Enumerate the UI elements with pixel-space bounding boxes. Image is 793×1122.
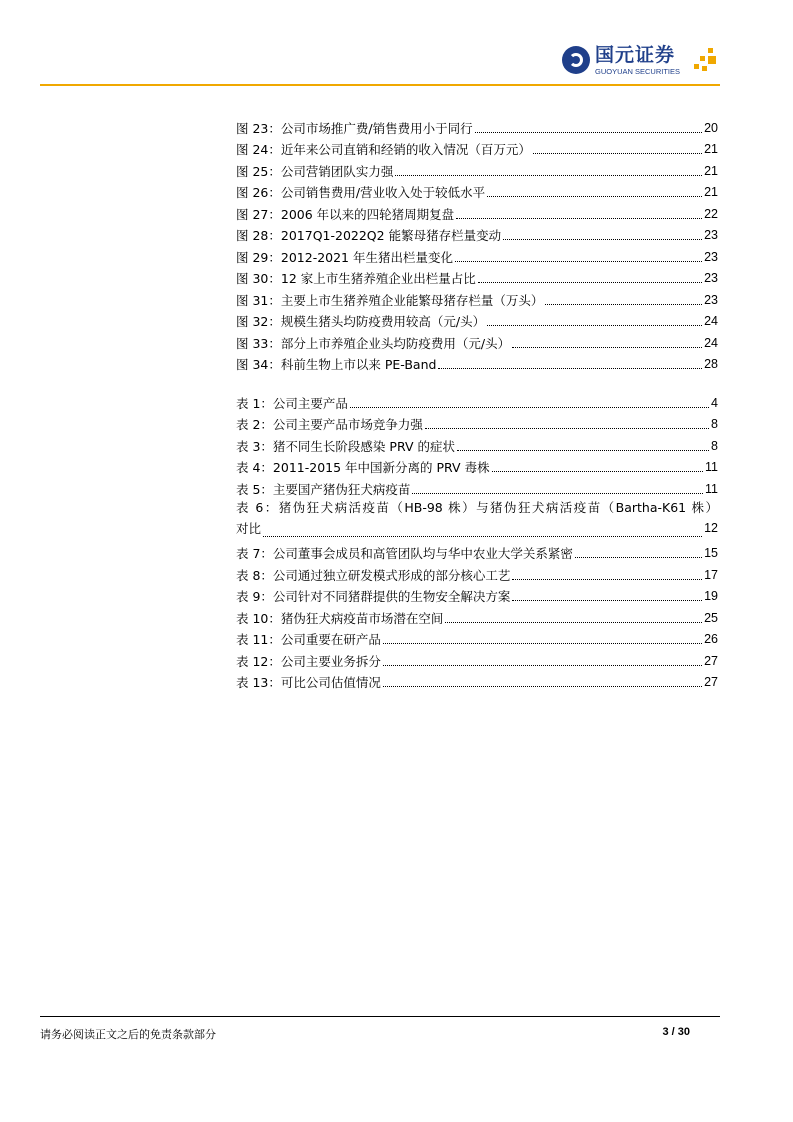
toc-entry-page: 19 bbox=[704, 589, 718, 603]
toc-entry-label: 图 29：2012-2021 年生猪出栏量变化 bbox=[236, 249, 453, 265]
toc-entry[interactable] bbox=[236, 647, 718, 669]
toc-entry-page: 11 bbox=[705, 481, 718, 496]
toc-entry[interactable] bbox=[236, 243, 718, 265]
brand-name-cn: 国元证券 bbox=[595, 44, 676, 66]
toc-entry-page: 17 bbox=[704, 567, 718, 582]
toc-entry-page: 25 bbox=[704, 610, 718, 625]
toc-entry-page: 24 bbox=[704, 335, 718, 350]
toc-entry-page: 21 bbox=[704, 185, 718, 199]
toc-entry[interactable] bbox=[236, 200, 718, 222]
toc-entry-page: 24 bbox=[704, 314, 718, 328]
toc-entry-label: 图 25：公司营销团队实力强 bbox=[236, 163, 394, 179]
toc-leader-dots bbox=[456, 218, 702, 219]
toc-entry-page: 23 bbox=[704, 271, 718, 285]
page-number: 3 / 30 bbox=[662, 1026, 690, 1038]
toc-entry-page: 8 bbox=[711, 438, 718, 453]
toc-entry-page: 23 bbox=[704, 249, 718, 264]
toc-entry[interactable] bbox=[236, 669, 718, 691]
toc-entry[interactable] bbox=[236, 497, 718, 540]
figure-list bbox=[236, 114, 718, 372]
toc-entry-page: 27 bbox=[704, 675, 718, 689]
toc-leader-dots bbox=[487, 196, 702, 197]
toc-entry-page: 15 bbox=[704, 546, 718, 560]
toc-entry[interactable] bbox=[236, 329, 718, 351]
toc-leader-dots bbox=[533, 153, 702, 154]
toc-leader-dots bbox=[350, 407, 709, 408]
toc-leader-dots bbox=[412, 493, 703, 494]
toc-leader-dots bbox=[383, 643, 702, 644]
toc-entry-page: 22 bbox=[704, 206, 718, 221]
footer-disclaimer: 请务必阅读正文之后的免责条款部分 bbox=[40, 1028, 216, 1041]
toc-entry-label: 图 24：近年来公司直销和经销的收入情况（百万元） bbox=[236, 142, 531, 157]
toc-entry[interactable] bbox=[236, 179, 718, 201]
toc-leader-dots bbox=[383, 686, 702, 687]
toc-entry-label: 图 32：规模生猪头均防疫费用较高（元/头） bbox=[236, 314, 486, 329]
footer-rule bbox=[40, 1016, 720, 1017]
toc-entry[interactable] bbox=[236, 454, 718, 476]
toc-entry-label: 表 8：公司通过独立研发模式形成的部分核心工艺 bbox=[236, 567, 511, 583]
toc-entry-label: 图 26：公司销售费用/营业收入处于较低水平 bbox=[236, 185, 486, 200]
toc-entry-label: 图 33：部分上市养殖企业头均防疫费用（元/头） bbox=[236, 335, 511, 351]
header-rule bbox=[40, 84, 720, 86]
table-list bbox=[236, 389, 718, 690]
toc-entry[interactable] bbox=[236, 114, 718, 136]
toc-entry[interactable] bbox=[236, 540, 718, 562]
toc-leader-dots bbox=[475, 132, 703, 133]
toc-leader-dots bbox=[457, 450, 709, 451]
toc-entry-page: 21 bbox=[704, 163, 718, 178]
toc-leader-dots bbox=[512, 347, 702, 348]
toc-entry-label: 图 31：主要上市生猪养殖企业能繁母猪存栏量（万头） bbox=[236, 292, 544, 308]
toc-entry-label: 图 27：2006 年以来的四轮猪周期复盘 bbox=[236, 206, 455, 222]
toc-entry-page: 4 bbox=[711, 395, 718, 410]
toc-entry[interactable] bbox=[236, 432, 718, 454]
toc-entry[interactable] bbox=[236, 351, 718, 373]
toc-entry-page: 12 bbox=[704, 521, 718, 535]
toc-entry-page: 20 bbox=[704, 120, 718, 135]
toc-leader-dots bbox=[455, 261, 702, 262]
toc-entry-label: 表 9：公司针对不同猪群提供的生物安全解决方案 bbox=[236, 589, 511, 604]
toc-leader-dots bbox=[445, 622, 702, 623]
toc-entry-label: 表 5：主要国产猪伪狂犬病疫苗 bbox=[236, 481, 411, 497]
toc-entry-label: 表 1：公司主要产品 bbox=[236, 395, 348, 411]
toc-entry-label: 图 23：公司市场推广费/销售费用小于同行 bbox=[236, 120, 473, 136]
toc-entry-label-cont: 对比 bbox=[236, 521, 262, 536]
toc-entry-page: 11 bbox=[705, 460, 718, 474]
toc-entry-label: 表 12：公司主要业务拆分 bbox=[236, 653, 381, 669]
toc-entry-label: 图 30：12 家上市生猪养殖企业出栏量占比 bbox=[236, 271, 476, 286]
toc-entry-label: 表 3：猪不同生长阶段感染 PRV 的症状 bbox=[236, 438, 455, 454]
logo-emblem-icon bbox=[562, 46, 590, 74]
toc-leader-dots bbox=[512, 600, 702, 601]
brand-name-en: GUOYUAN SECURITIES bbox=[595, 67, 681, 76]
toc-entry[interactable] bbox=[236, 286, 718, 308]
toc-leader-dots bbox=[487, 325, 702, 326]
toc-entry-label: 图 28：2017Q1-2022Q2 能繁母猪存栏量变动 bbox=[236, 228, 502, 243]
toc-leader-dots bbox=[395, 175, 702, 176]
toc-entry-label: 表 2：公司主要产品市场竞争力强 bbox=[236, 417, 423, 432]
toc-entry-label: 表 11：公司重要在研产品 bbox=[236, 632, 381, 647]
toc-leader-dots bbox=[438, 368, 702, 369]
toc-entry-label: 表 10：猪伪狂犬病疫苗市场潜在空间 bbox=[236, 610, 444, 626]
toc-entry-label: 图 34：科前生物上市以来 PE-Band bbox=[236, 357, 437, 372]
toc-leader-dots bbox=[478, 282, 702, 283]
toc-entry[interactable] bbox=[236, 308, 718, 330]
toc-entry[interactable] bbox=[236, 265, 718, 287]
toc-entry[interactable] bbox=[236, 136, 718, 158]
toc-leader-dots bbox=[512, 579, 702, 580]
toc-entry-page: 26 bbox=[704, 632, 718, 646]
guoyuan-logo bbox=[562, 44, 722, 78]
toc-leader-dots bbox=[492, 471, 703, 472]
toc-entry[interactable] bbox=[236, 583, 718, 605]
toc-entry[interactable] bbox=[236, 561, 718, 583]
logo-dots-icon bbox=[690, 48, 720, 78]
toc-entry-page: 23 bbox=[704, 292, 718, 307]
toc-entry[interactable] bbox=[236, 157, 718, 179]
toc-entry-page: 28 bbox=[704, 357, 718, 371]
toc-leader-dots bbox=[425, 428, 709, 429]
toc-entry[interactable] bbox=[236, 475, 718, 497]
toc-entry[interactable] bbox=[236, 389, 718, 411]
toc-entry[interactable] bbox=[236, 222, 718, 244]
toc-leader-dots bbox=[503, 239, 702, 240]
toc-entry-page: 23 bbox=[704, 228, 718, 242]
toc-entry[interactable] bbox=[236, 626, 718, 648]
toc-entry[interactable] bbox=[236, 411, 718, 433]
toc-entry-label: 表 13：可比公司估值情况 bbox=[236, 675, 381, 690]
toc-entry-page: 27 bbox=[704, 653, 718, 668]
toc-entry-label: 表 7：公司董事会成员和高管团队均与华中农业大学关系紧密 bbox=[236, 546, 573, 561]
toc-entry-label: 表 4：2011-2015 年中国新分离的 PRV 毒株 bbox=[236, 460, 490, 475]
toc-entry-label: 表 6：猪伪狂犬病活疫苗（HB-98 株）与猪伪狂犬病活疫苗（Bartha-K61 株） bbox=[236, 499, 718, 515]
toc-leader-dots bbox=[383, 665, 702, 666]
toc-entry[interactable] bbox=[236, 604, 718, 626]
toc-leader-dots bbox=[545, 304, 702, 305]
toc-leader-dots bbox=[575, 557, 702, 558]
toc-entry-page: 8 bbox=[711, 417, 718, 431]
toc-entry-page: 21 bbox=[704, 142, 718, 156]
toc-leader-dots bbox=[263, 536, 702, 537]
